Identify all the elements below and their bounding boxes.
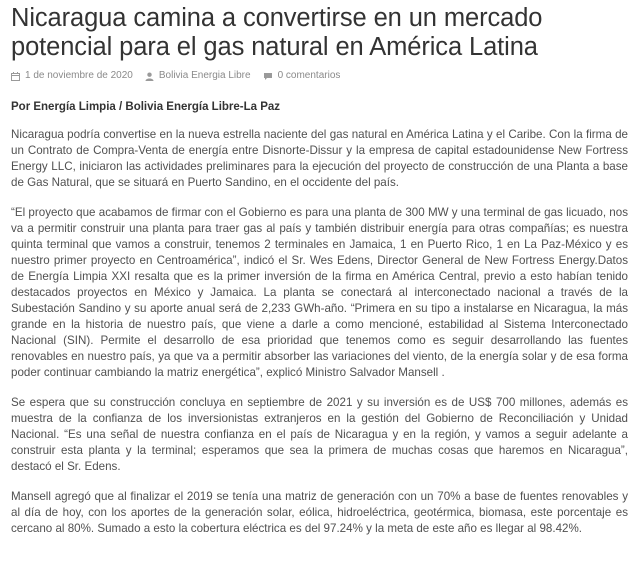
post-meta xyxy=(11,69,628,83)
paragraph-1: Nicaragua podría convertise en la nueva estrella naciente del gas natural en América Latina y el Caribe. Con la firma de un Contrato de Compra-Venta de energía entre Disnorte-Dissur y la empresa de capital estadounidense New Fortress Energy LLC, iniciaron las actividades preliminares para la ejecución del proyecto de construcción de una Planta a base de Gas Natural, que se situará en Puerto Sandino, en el occidente del país. xyxy=(11,128,628,189)
paragraph-4: Mansell agregó que al finalizar el 2019 se tenía una matriz de generación con un 70% a base de fuentes renovables y al día de hoy, con los aportes de la generación solar, eólica, hidroeléctrica, geotérmica, biomasa, este porcentaje es cercano al 80%. Sumado a esto la cobertura eléctrica es del 97.24% y la meta de este año es llegar al 98.42%. xyxy=(11,490,628,535)
paragraph-3: Se espera que su construcción concluya en septiembre de 2021 y su inversión es de US$ 700 millones, además es muestra de la confianza de los inversionistas extranjeros en la gestión del Gobierno de Reconciliación y Unidad Nacional. “Es una señal de nuestra confianza en el país de Nicaragua y en la región, y vamos a seguir adelante a construir esta planta y la terminal; esperamos que sea la primera de muchas cosas que haremos en Nicaragua”, destacó el Sr. Edens. xyxy=(11,396,628,473)
post-comments-text: 0 comentarios xyxy=(277,70,341,81)
post-date-text: 1 de noviembre de 2020 xyxy=(25,70,133,81)
post-author[interactable] xyxy=(145,69,251,83)
post-author-text: Bolivia Energia Libre xyxy=(158,70,251,81)
comment-icon xyxy=(263,72,273,81)
post-date[interactable] xyxy=(11,69,133,83)
paragraph-2: “El proyecto que acabamos de firmar con el Gobierno es para una planta de 300 MW y una terminal de gas licuado, nos va a permitir construir una planta para traer gas al país y también distribuir energía para otras compañías; es nuestra quinta terminal que vamos a construir, tenemos 2 terminales en Jamaica, 1 en Puerto Rico, 1 en La Paz-México y es nuestro primer proyecto en Centroamérica”, indicó el Sr. Wes Edens, Director General de New Fortress Energy.Datos de Energía Limpia XXI resalta que es la primer inversión de la firma en América Central, previo a esto habían tenido destacados proyectos en México y Jamaica. La planta se conectará al interconectado nacional a través de la Subestación Sandino y su aporte anual será de 2,233 GWh-año. “Primera en su tipo a instalarse en Nicaragua, la más grande en la historia de nuestro país, que viene a darle a como mencioné, estabilidad al Sistema Interconectado Nacional (SIN). Permite el desarrollo de esa prioridad que tenemos como es seguir desarrollando las fuentes renovables en nuestro país, ya que va a permitir absorber las variaciones del viento, de la energía solar y de esa forma poder continuar cambiando la matriz energética”, explicó Ministro Salvador Mansell . xyxy=(11,206,628,379)
article-title: Nicaragua camina a convertirse en un mercado potencial para el gas natural en América Latina xyxy=(11,4,543,61)
byline: Por Energía Limpia / Bolivia Energía Libre-La Paz xyxy=(11,101,281,113)
user-icon xyxy=(145,72,154,81)
post-comments[interactable] xyxy=(263,69,341,83)
calendar-icon xyxy=(11,72,20,81)
